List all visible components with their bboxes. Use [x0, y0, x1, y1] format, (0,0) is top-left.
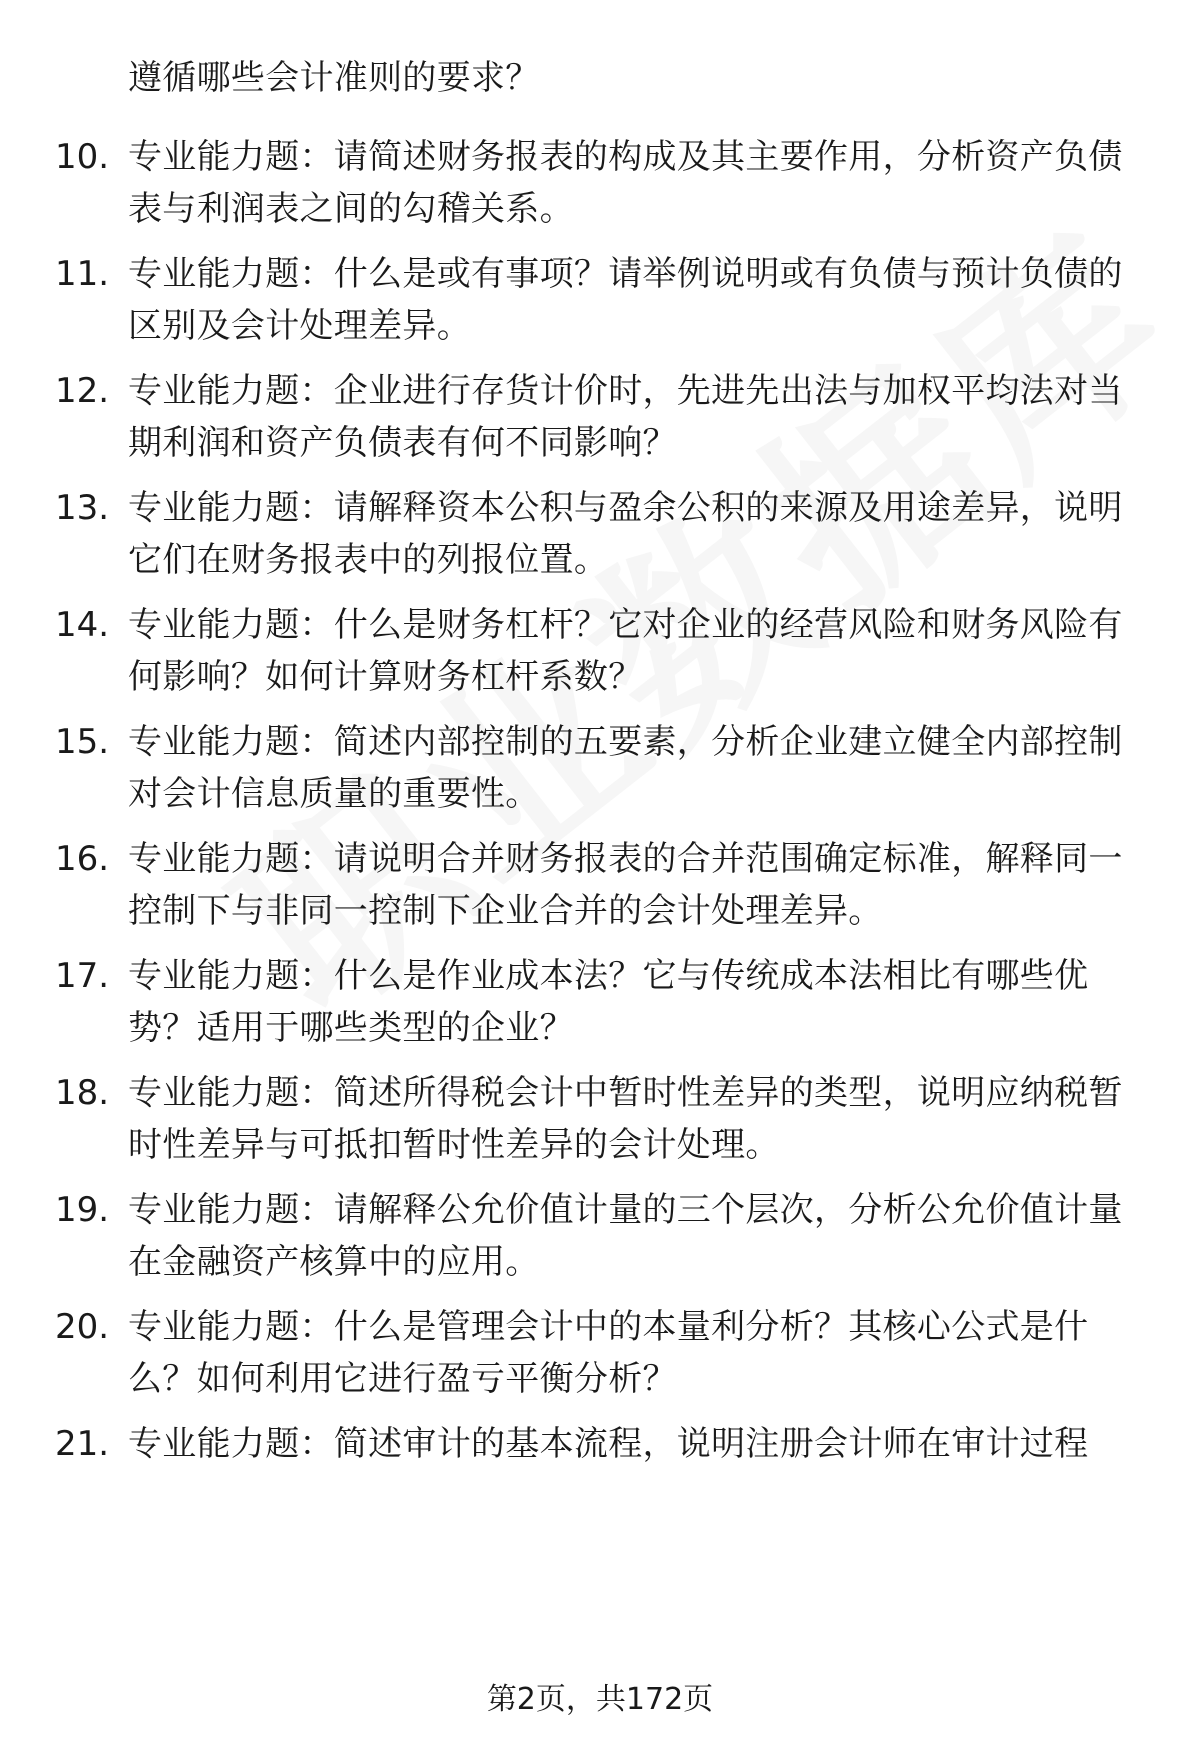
question-text: 专业能力题：企业进行存货计价时，先进先出法与加权平均法对当期利润和资产负债表有何不同影响？ — [128, 371, 1123, 463]
question-number: 12. — [55, 371, 110, 411]
question-text: 专业能力题：什么是作业成本法？它与传统成本法相比有哪些优势？适用于哪些类型的企业？ — [128, 956, 1089, 1048]
question-number: 11. — [55, 254, 110, 294]
question-text: 专业能力题：简述所得税会计中暂时性差异的类型，说明应纳税暂时性差异与可抵扣暂时性差异的会计处理。 — [128, 1073, 1123, 1165]
question-number: 15. — [55, 722, 110, 762]
question-text: 专业能力题：请简述财务报表的构成及其主要作用，分析资产负债表与利润表之间的勾稽关系。 — [128, 137, 1123, 229]
question-number: 13. — [55, 488, 110, 528]
question-number: 16. — [55, 839, 110, 879]
page-footer: 第2页，共172页 — [486, 1682, 714, 1717]
question-text: 专业能力题：简述内部控制的五要素，分析企业建立健全内部控制对会计信息质量的重要性。 — [128, 722, 1123, 814]
question-number: 20. — [55, 1307, 110, 1347]
question-text: 专业能力题：什么是财务杠杆？它对企业的经营风险和财务风险有何影响？如何计算财务杠杆系数？ — [128, 605, 1123, 697]
question-number: 14. — [55, 605, 110, 645]
question-text: 专业能力题：什么是或有事项？请举例说明或有负债与预计负债的区别及会计处理差异。 — [128, 254, 1123, 346]
question-text: 专业能力题：简述审计的基本流程，说明注册会计师在审计过程 — [128, 1424, 1089, 1464]
question-text: 专业能力题：请解释资本公积与盈余公积的来源及用途差异，说明它们在财务报表中的列报位置。 — [128, 488, 1123, 580]
question-text: 专业能力题：什么是管理会计中的本量利分析？其核心公式是什么？如何利用它进行盈亏平衡分析？ — [128, 1307, 1089, 1399]
question-number: 21. — [55, 1424, 110, 1464]
question-text: 专业能力题：请说明合并财务报表的合并范围确定标准，解释同一控制下与非同一控制下企业合并的会计处理差异。 — [128, 839, 1123, 931]
continuation-text: 遵循哪些会计准则的要求？ — [128, 58, 540, 98]
question-number: 10. — [55, 137, 110, 177]
question-number: 19. — [55, 1190, 110, 1230]
question-number: 18. — [55, 1073, 110, 1113]
question-number: 17. — [55, 956, 110, 996]
question-text: 专业能力题：请解释公允价值计量的三个层次，分析公允价值计量在金融资产核算中的应用。 — [128, 1190, 1123, 1282]
